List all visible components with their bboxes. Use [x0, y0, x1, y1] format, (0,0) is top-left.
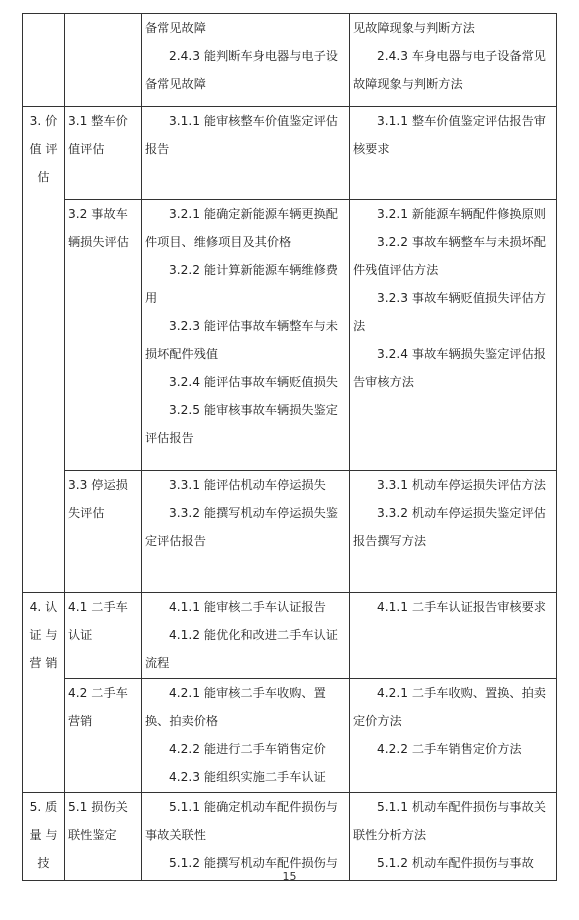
- cell-item: 3.1 整车价值评估: [65, 107, 142, 200]
- table-row: [23, 793, 557, 881]
- cell-knowledge: [350, 14, 557, 107]
- cell-skill: [142, 471, 350, 593]
- skill-item: 3.2.3 能评估事故车辆整车与未损坏配件残值: [145, 319, 338, 361]
- cell-item: 3.2 事故车辆损失评估: [65, 200, 142, 471]
- knowledge-item: 3.1.1 整车价值鉴定评估报告审核要求: [353, 114, 546, 156]
- skill-item: 4.2.3 能组织实施二手车认证: [169, 770, 326, 784]
- table-row: [23, 200, 557, 471]
- skill-item: 3.3.2 能撰写机动车停运损失鉴定评估报告: [145, 506, 338, 548]
- skill-item: 4.1.1 能审核二手车认证报告: [169, 600, 326, 614]
- cell-item: [65, 14, 142, 107]
- cell-skill: [142, 14, 350, 107]
- cell-knowledge: [350, 471, 557, 593]
- skill-item: 2.4.3 能判断车身电器与电子设备常见故障: [145, 49, 338, 91]
- skill-item: 4.2.2 能进行二手车销售定价: [169, 742, 326, 756]
- cell-knowledge: [350, 107, 557, 200]
- cell-skill: [142, 679, 350, 793]
- cell-skill: [142, 107, 350, 200]
- cell-knowledge: [350, 679, 557, 793]
- skill-item: 3.2.2 能计算新能源车辆维修费用: [145, 263, 338, 305]
- knowledge-item: 4.2.1 二手车收购、置换、拍卖定价方法: [353, 686, 546, 728]
- text-line: 见故障现象与判断方法: [353, 21, 475, 35]
- knowledge-item: 5.1.1 机动车配件损伤与事故关联性分析方法: [353, 800, 546, 842]
- cell-category: [23, 14, 65, 107]
- knowledge-item: 5.1.2 机动车配件损伤与事故: [377, 856, 534, 870]
- page-number: 15: [282, 870, 297, 883]
- cell-skill: [142, 593, 350, 679]
- table-row: [23, 679, 557, 793]
- skill-item: 4.2.1 能审核二手车收购、置换、拍卖价格: [145, 686, 326, 728]
- knowledge-item: 2.4.3 车身电器与电子设备常见故障现象与判断方法: [353, 49, 546, 91]
- cell-category: 3. 价值 评估: [23, 107, 65, 593]
- knowledge-item: 3.2.4 事故车辆损失鉴定评估报告审核方法: [353, 347, 546, 389]
- competency-table: [22, 13, 557, 881]
- skill-item: 3.2.1 能确定新能源车辆更换配件项目、维修项目及其价格: [145, 207, 338, 249]
- cell-item: 5.1 损伤关联性鉴定: [65, 793, 142, 881]
- skill-item: 3.2.4 能评估事故车辆贬值损失: [169, 375, 338, 389]
- cell-item: 3.3 停运损失评估: [65, 471, 142, 593]
- table-row: [23, 593, 557, 679]
- knowledge-item: 3.2.2 事故车辆整车与未损坏配件残值评估方法: [353, 235, 546, 277]
- cell-knowledge: [350, 200, 557, 471]
- skill-item: 5.1.2 能撰写机动车配件损伤与: [169, 856, 338, 870]
- cell-knowledge: [350, 593, 557, 679]
- skill-item: 4.1.2 能优化和改进二手车认证流程: [145, 628, 338, 670]
- knowledge-item: 4.2.2 二手车销售定价方法: [377, 742, 522, 756]
- knowledge-item: 3.3.2 机动车停运损失鉴定评估报告撰写方法: [353, 506, 546, 548]
- cell-category: 5. 质量 与技: [23, 793, 65, 881]
- cell-skill: [142, 793, 350, 881]
- knowledge-item: 3.2.1 新能源车辆配件修换原则: [377, 207, 546, 221]
- text-line: 备常见故障: [145, 21, 206, 35]
- table-row: [23, 107, 557, 200]
- knowledge-item: 3.3.1 机动车停运损失评估方法: [377, 478, 546, 492]
- knowledge-item: 4.1.1 二手车认证报告审核要求: [377, 600, 546, 614]
- cell-item: 4.2 二手车营销: [65, 679, 142, 793]
- knowledge-item: 3.2.3 事故车辆贬值损失评估方法: [353, 291, 546, 333]
- cell-category: 4. 认证 与营 销: [23, 593, 65, 793]
- skill-item: 5.1.1 能确定机动车配件损伤与事故关联性: [145, 800, 338, 842]
- table-row: [23, 14, 557, 107]
- skill-item: 3.3.1 能评估机动车停运损失: [169, 478, 326, 492]
- cell-skill: [142, 200, 350, 471]
- skill-item: 3.2.5 能审核事故车辆损失鉴定评估报告: [145, 403, 338, 445]
- cell-item: 4.1 二手车认证: [65, 593, 142, 679]
- table-row: [23, 471, 557, 593]
- skill-item: 3.1.1 能审核整车价值鉴定评估报告: [145, 114, 338, 156]
- cell-knowledge: [350, 793, 557, 881]
